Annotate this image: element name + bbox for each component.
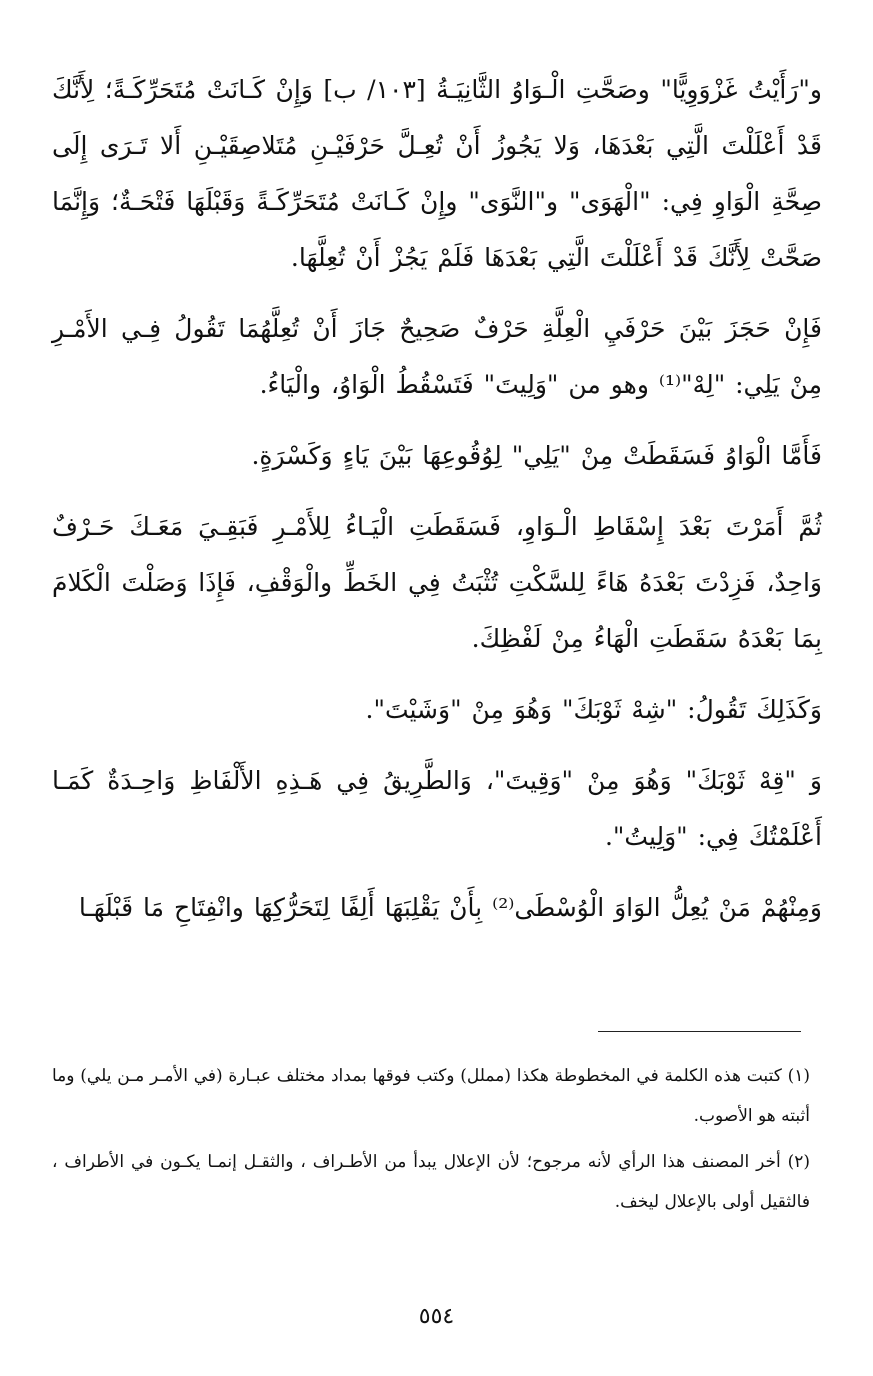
paragraph-4: ثُمَّ أَمَرْتَ بَعْدَ إِسْقَاطِ الْـوَاوِ، فَسَقَطَتِ الْيَـاءُ لِلأَمْـرِ فَبَقِـيَ مَعَـكَ حَـرْفٌ وَاحِدٌ، فَزِدْتَ بَعْدَهُ هَاءً لِلسَّكْتِ تُثْبَتُ فِي الخَطِّ والْوَقْفِ، فَإِذَا وَصَلْتَ الْكَلامَ بِمَا بَعْدَهُ سَقَطَتِ الْهَاءُ مِنْ لَفْظِكَ.: [52, 512, 822, 653]
footnote-2: (٢) أخر المصنف هذا الرأي لأنه مرجوح؛ لأن الإعلال يبدأ من الأطـراف ، والثقـل إنمـا يكـون في الأطراف ، فالثقيل أولى بالإعلال ليخف.: [52, 1152, 810, 1212]
footnote-divider: [598, 1031, 801, 1032]
paragraph-7: وَمِنْهُمْ مَنْ يُعِلُّ الوَاوَ الْوُسْطَى⁽²⁾ بِأَنْ يَقْلِبَهَا أَلِفًا لِتَحَرُّكِهَا وانْفِتَاحِ مَا قَبْلَهَـا: [78, 893, 822, 922]
paragraph-1: و"رَأَيْتُ غَزْوَوِيًّا" وصَحَّتِ الْـوَاوُ الثَّانِيَـةُ [١٠٣/ ب] وَإِنْ كَـانَتْ مُتَحَرِّكَـةً؛ لِأَنَّكَ قَدْ أَعْلَلْتَ الَّتِي بَعْدَهَا، وَلا يَجُوزُ أَنْ تُعِـلَّ حَرْفَيْـنِ مُتَلاصِقَيْـنِ أَلا تَـرَى إِلَى صِحَّةِ الْوَاوِ فِي: "الْهَوَى" و"النَّوَى" وإِنْ كَـانَتْ مُتَحَرِّكَـةً وَقَبْلَهَا فَتْحَـةٌ؛ وَإِنَّمَا صَحَّتْ لِأَنَّكَ قَدْ أَعْلَلْتَ الَّتِي بَعْدَهَا فَلَمْ يَجُزْ أَنْ تُعِلَّهَا.: [52, 75, 823, 272]
main-text: [52, 62, 822, 951]
paragraph-2: فَإِنْ حَجَزَ بَيْنَ حَرْفَيِ الْعِلَّةِ حَرْفٌ صَحِيحٌ جَازَ أَنْ تُعِلَّهُمَا تَقُولُ فِـي الأَمْـرِ مِنْ يَلِي: "لِهْ"⁽¹⁾ وهو من "وَلِيتَ" فَتَسْقُطُ الْوَاوُ، والْيَاءُ.: [52, 314, 822, 399]
page-number: ٥٥٤: [418, 1304, 455, 1329]
footnotes: [52, 1056, 810, 1228]
footnote-1: (١) كتبت هذه الكلمة في المخطوطة هكذا (مملل) وكتب فوقها بمداد مختلف عبـارة (في الأمـر مـن يلي) وما أثبته هو الأصوب.: [52, 1066, 810, 1126]
paragraph-5: وَكَذَلِكَ تَقُولُ: "شِهْ ثَوْبَكَ" وَهُوَ مِنْ "وَشَيْتَ".: [365, 695, 822, 724]
paragraph-6: وَ "قِهْ ثَوْبَكَ" وَهُوَ مِنْ "وَقِيتَ"، وَالطَّرِيقُ فِي هَـذِهِ الأَلْفَاظِ وَاحِـدَةٌ كَمَـا أَعْلَمْتُكَ فِي: "وَلِيتُ".: [52, 766, 822, 851]
paragraph-3: فَأَمَّا الْوَاوُ فَسَقَطَتْ مِنْ "يَلِي" لِوُقُوعِهَا بَيْنَ يَاءٍ وَكَسْرَةٍ.: [251, 441, 822, 470]
